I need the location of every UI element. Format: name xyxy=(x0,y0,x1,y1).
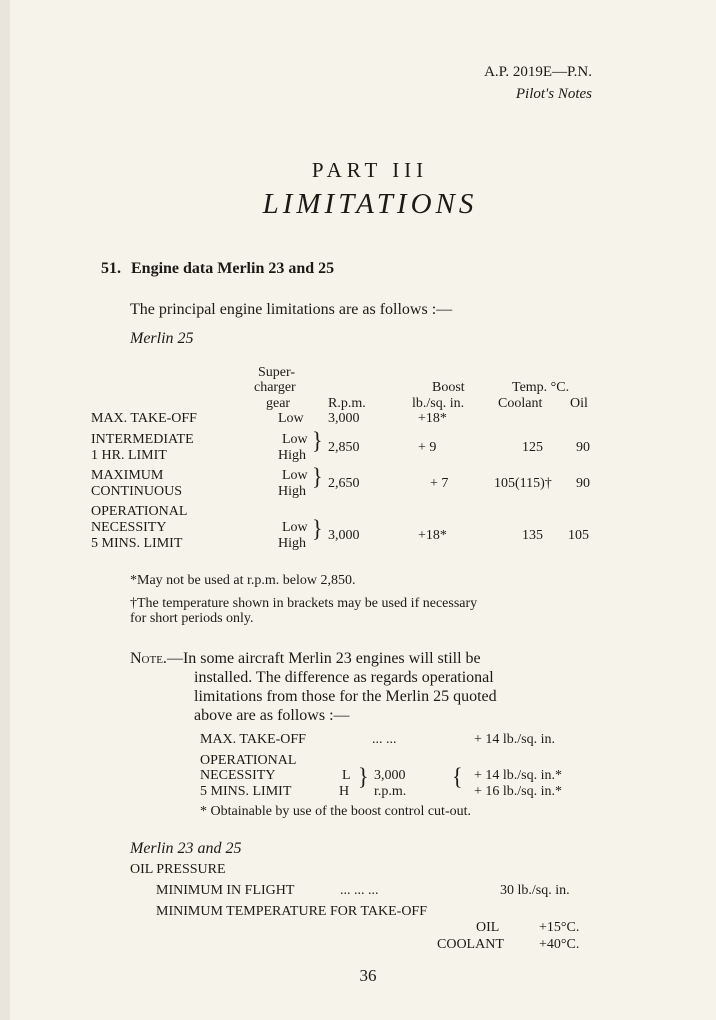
col-header-boost-units: lb./sq. in. xyxy=(412,396,465,411)
table-cell-rpm: 3,000 xyxy=(328,411,360,426)
brace-icon: } xyxy=(312,426,323,455)
table-cell-boost: + 9 xyxy=(418,440,437,455)
brace-icon: } xyxy=(358,762,369,791)
note-op-label: NECESSITY xyxy=(200,768,276,783)
note-op-label: 5 MINS. LIMIT xyxy=(200,784,292,799)
brace-icon: { xyxy=(452,762,463,791)
page-edge xyxy=(0,0,10,1020)
note-rpm: 3,000 xyxy=(374,768,406,783)
table-cell-boost: + 7 xyxy=(430,476,449,491)
note-rpm: r.p.m. xyxy=(374,784,407,799)
table-row-label: 5 MINS. LIMIT xyxy=(91,536,183,551)
page-title: LIMITATIONS xyxy=(262,188,478,220)
col-header-coolant: Coolant xyxy=(498,396,543,411)
col-header-charger: charger xyxy=(254,380,296,395)
min-flight-label: MINIMUM IN FLIGHT xyxy=(156,883,295,898)
note-takeoff-value: + 14 lb./sq. in. xyxy=(474,732,556,747)
table-cell-rpm: 2,850 xyxy=(328,440,360,455)
table-cell-oil: 90 xyxy=(576,476,590,491)
coolant-value: +40°C. xyxy=(539,937,580,952)
intro-text: The principal engine limitations are as follows :— xyxy=(130,301,453,318)
table-cell-rpm: 3,000 xyxy=(328,528,360,543)
document-subtitle: Pilot's Notes xyxy=(515,86,592,102)
table-cell-rpm: 2,650 xyxy=(328,476,360,491)
merlin2325-label: Merlin 23 and 25 xyxy=(130,840,242,857)
table-row-label: OPERATIONAL xyxy=(91,504,188,519)
table-cell-gear: High xyxy=(278,448,306,463)
part-heading: PART III xyxy=(311,158,429,182)
note-op-label: OPERATIONAL xyxy=(200,753,297,768)
section-number: 51. xyxy=(101,260,121,277)
table-cell-coolant: 125 xyxy=(522,440,543,455)
merlin25-label: Merlin 25 xyxy=(130,330,194,347)
oil-value: +15°C. xyxy=(539,920,580,935)
section-title: Engine data Merlin 23 and 25 xyxy=(131,260,335,277)
col-header-temp: Temp. °C. xyxy=(512,380,570,395)
table-cell-gear: High xyxy=(278,484,306,499)
col-header-rpm: R.p.m. xyxy=(328,396,366,411)
table-cell-oil: 105 xyxy=(568,528,589,543)
table-row-label: INTERMEDIATE xyxy=(91,432,194,447)
table-row-label: 1 HR. LIMIT xyxy=(91,448,167,463)
col-header-gear: gear xyxy=(266,396,291,411)
table-cell-boost: +18* xyxy=(418,528,447,543)
note-label: Note. xyxy=(130,650,167,667)
table-cell-oil: 90 xyxy=(576,440,590,455)
oil-pressure-heading: OIL PRESSURE xyxy=(130,862,226,877)
note-takeoff-dots: ... ... xyxy=(372,732,397,747)
min-flight-value: 30 lb./sq. in. xyxy=(500,883,570,898)
page-number: 36 xyxy=(359,966,377,985)
section-heading xyxy=(101,260,334,278)
note-gear: H xyxy=(339,784,350,799)
document-reference: A.P. 2019E—P.N. xyxy=(484,64,592,80)
note-value: + 14 lb./sq. in.* xyxy=(474,768,563,783)
table-cell-gear: Low xyxy=(278,411,304,426)
note-line: above are as follows :— xyxy=(194,707,350,724)
footnote-dagger-cont: for short periods only. xyxy=(130,611,254,626)
col-header-oil: Oil xyxy=(570,396,588,411)
table-cell-gear: High xyxy=(278,536,306,551)
oil-label: OIL xyxy=(476,920,500,935)
table-cell-coolant: 105(115)† xyxy=(494,476,552,491)
brace-icon: } xyxy=(312,514,323,543)
note-line: Note.—In some aircraft Merlin 23 engines will still be xyxy=(130,650,481,667)
col-header-boost: Boost xyxy=(432,380,465,395)
note-line: limitations from those for the Merlin 25 quoted xyxy=(194,688,497,705)
table-row-label: MAX. TAKE-OFF xyxy=(91,411,197,426)
note-line: installed. The difference as regards operational xyxy=(194,669,494,686)
min-temp-label: MINIMUM TEMPERATURE FOR TAKE-OFF xyxy=(156,904,428,919)
col-header-super: Super- xyxy=(258,365,296,380)
note-gear: L xyxy=(342,768,351,783)
table-row-label: CONTINUOUS xyxy=(91,484,182,499)
brace-icon: } xyxy=(312,462,323,491)
footnote-dagger: †The temperature shown in brackets may be used if necessary xyxy=(130,596,478,611)
coolant-label: COOLANT xyxy=(437,937,504,952)
table-cell-gear: Low xyxy=(282,432,308,447)
footnote-star: *May not be used at r.p.m. below 2,850. xyxy=(130,573,356,588)
table-cell-coolant: 135 xyxy=(522,528,543,543)
table-cell-boost: +18* xyxy=(418,411,447,426)
table-row-label: MAXIMUM xyxy=(91,468,164,483)
note-footnote: * Obtainable by use of the boost control cut-out. xyxy=(200,804,471,819)
min-flight-dots: ... ... ... xyxy=(340,883,379,898)
table-cell-gear: Low xyxy=(282,520,308,535)
note-value: + 16 lb./sq. in.* xyxy=(474,784,563,799)
table-row-label: NECESSITY xyxy=(91,520,167,535)
note-takeoff-label: MAX. TAKE-OFF xyxy=(200,732,306,747)
table-cell-gear: Low xyxy=(282,468,308,483)
